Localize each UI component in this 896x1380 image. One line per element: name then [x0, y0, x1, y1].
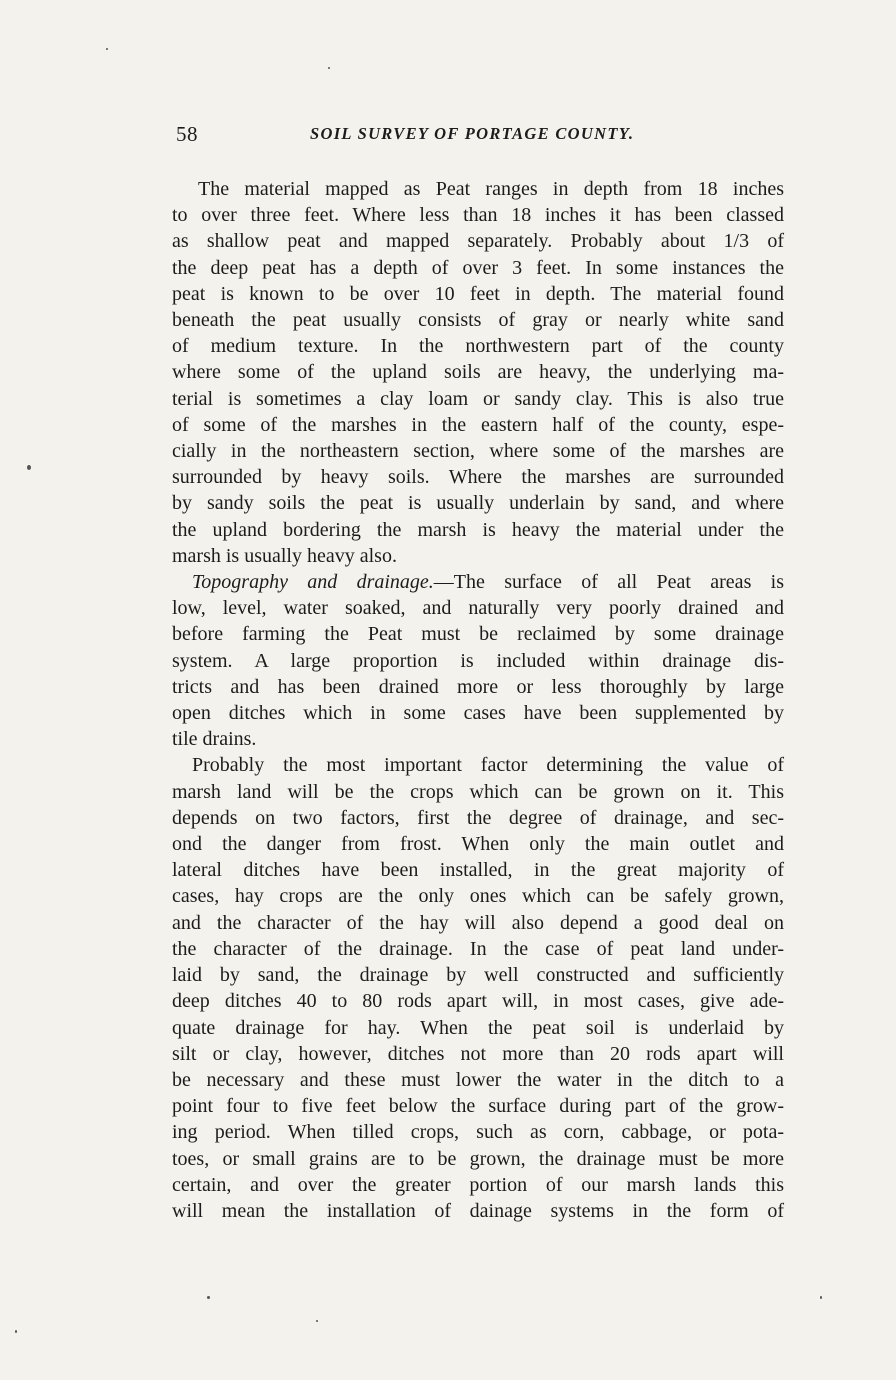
- scan-speck: [15, 1330, 17, 1333]
- text-line: silt or clay, however, ditches not more than 20 rods apart will: [172, 1042, 784, 1065]
- text-line: quate drainage for hay. When the peat soil is underlaid by: [172, 1016, 784, 1039]
- text-line: ing period. When tilled crops, such as corn, cabbage, or pota-: [172, 1121, 784, 1144]
- text-line: deep ditches 40 to 80 rods apart will, in most cases, give ade-: [172, 990, 784, 1013]
- text-line: surrounded by heavy soils. Where the marshes are surrounded: [172, 466, 784, 489]
- text-line: [172, 569, 784, 595]
- text-line: point four to five feet below the surface during part of the grow-: [172, 1095, 784, 1118]
- text-line: cially in the northeastern section, where some of the marshes are: [172, 440, 784, 463]
- text-line: system. A large proportion is included within drainage dis-: [172, 649, 784, 672]
- text-line: of medium texture. In the northwestern part of the county: [172, 335, 784, 358]
- text-line: cases, hay crops are the only ones which can be safely grown,: [172, 885, 784, 908]
- text-line: the upland bordering the marsh is heavy the material under the: [172, 518, 784, 541]
- text-line: Probably the most important factor determining the value of: [192, 754, 784, 777]
- text-line: before farming the Peat must be reclaimed by some drainage: [172, 623, 784, 646]
- text-line: beneath the peat usually consists of gray or nearly white sand: [172, 309, 784, 332]
- text-line: lateral ditches have been installed, in the great majority of: [172, 859, 784, 882]
- text-line: be necessary and these must lower the water in the ditch to a: [172, 1068, 784, 1091]
- body-text: [172, 176, 784, 1224]
- text-run: —The surface of all Peat areas is: [433, 571, 784, 594]
- text-line: tile drains.: [172, 728, 257, 751]
- text-line: ond the danger from frost. When only the main outlet and: [172, 833, 784, 856]
- text-line: the deep peat has a depth of over 3 feet. In some instances the: [172, 256, 784, 279]
- text-line: toes, or small grains are to be grown, the drainage must be more: [172, 1147, 784, 1170]
- running-head: SOIL SURVEY OF PORTAGE COUNTY.: [310, 124, 635, 143]
- text-line: The material mapped as Peat ranges in depth from 18 inches: [198, 178, 784, 200]
- text-line: will mean the installation of dainage systems in the form of: [172, 1199, 784, 1222]
- text-line: the character of the drainage. In the case of peat land under-: [172, 937, 784, 960]
- paragraph-peat-depth: [172, 176, 784, 569]
- scan-speck: [207, 1296, 210, 1299]
- text-line: terial is sometimes a clay loam or sandy clay. This is also true: [172, 387, 784, 410]
- text-line: tricts and has been drained more or less thoroughly by large: [172, 675, 784, 698]
- text-line: to over three feet. Where less than 18 inches it has been classed: [172, 204, 784, 227]
- scan-speck: [27, 465, 31, 470]
- paragraph-topography-drainage: [172, 569, 784, 752]
- text-line: low, level, water soaked, and naturally very poorly drained and: [172, 597, 784, 620]
- text-line: where some of the upland soils are heavy, the underlying ma-: [172, 361, 784, 384]
- text-line: marsh is usually heavy also.: [172, 544, 397, 567]
- text-line: and the character of the hay will also depend a good deal on: [172, 911, 784, 934]
- text-line: open ditches which in some cases have been supplemented by: [172, 702, 784, 725]
- text-line: certain, and over the greater portion of our marsh lands this: [172, 1173, 784, 1196]
- text-line: by sandy soils the peat is usually underlain by sand, and where: [172, 492, 784, 515]
- paragraph-crops-drainage: [172, 752, 784, 1224]
- page-number: 58: [176, 122, 198, 146]
- text-line: as shallow peat and mapped separately. Probably about 1/3 of: [172, 230, 784, 253]
- page-header: [176, 122, 788, 152]
- scan-speck: [316, 1320, 318, 1322]
- text-line: depends on two factors, first the degree of drainage, and sec-: [172, 806, 784, 829]
- section-heading-topography: Topography and drainage.: [192, 571, 434, 594]
- scan-speck: [106, 48, 108, 50]
- text-line: of some of the marshes in the eastern half of the county, espe-: [172, 413, 784, 436]
- text-line: marsh land will be the crops which can be grown on it. This: [172, 780, 784, 803]
- text-line: laid by sand, the drainage by well constructed and sufficiently: [172, 964, 784, 987]
- scan-speck: [328, 67, 330, 69]
- text-line: peat is known to be over 10 feet in depth. The material found: [172, 282, 784, 305]
- scan-speck: [820, 1296, 822, 1299]
